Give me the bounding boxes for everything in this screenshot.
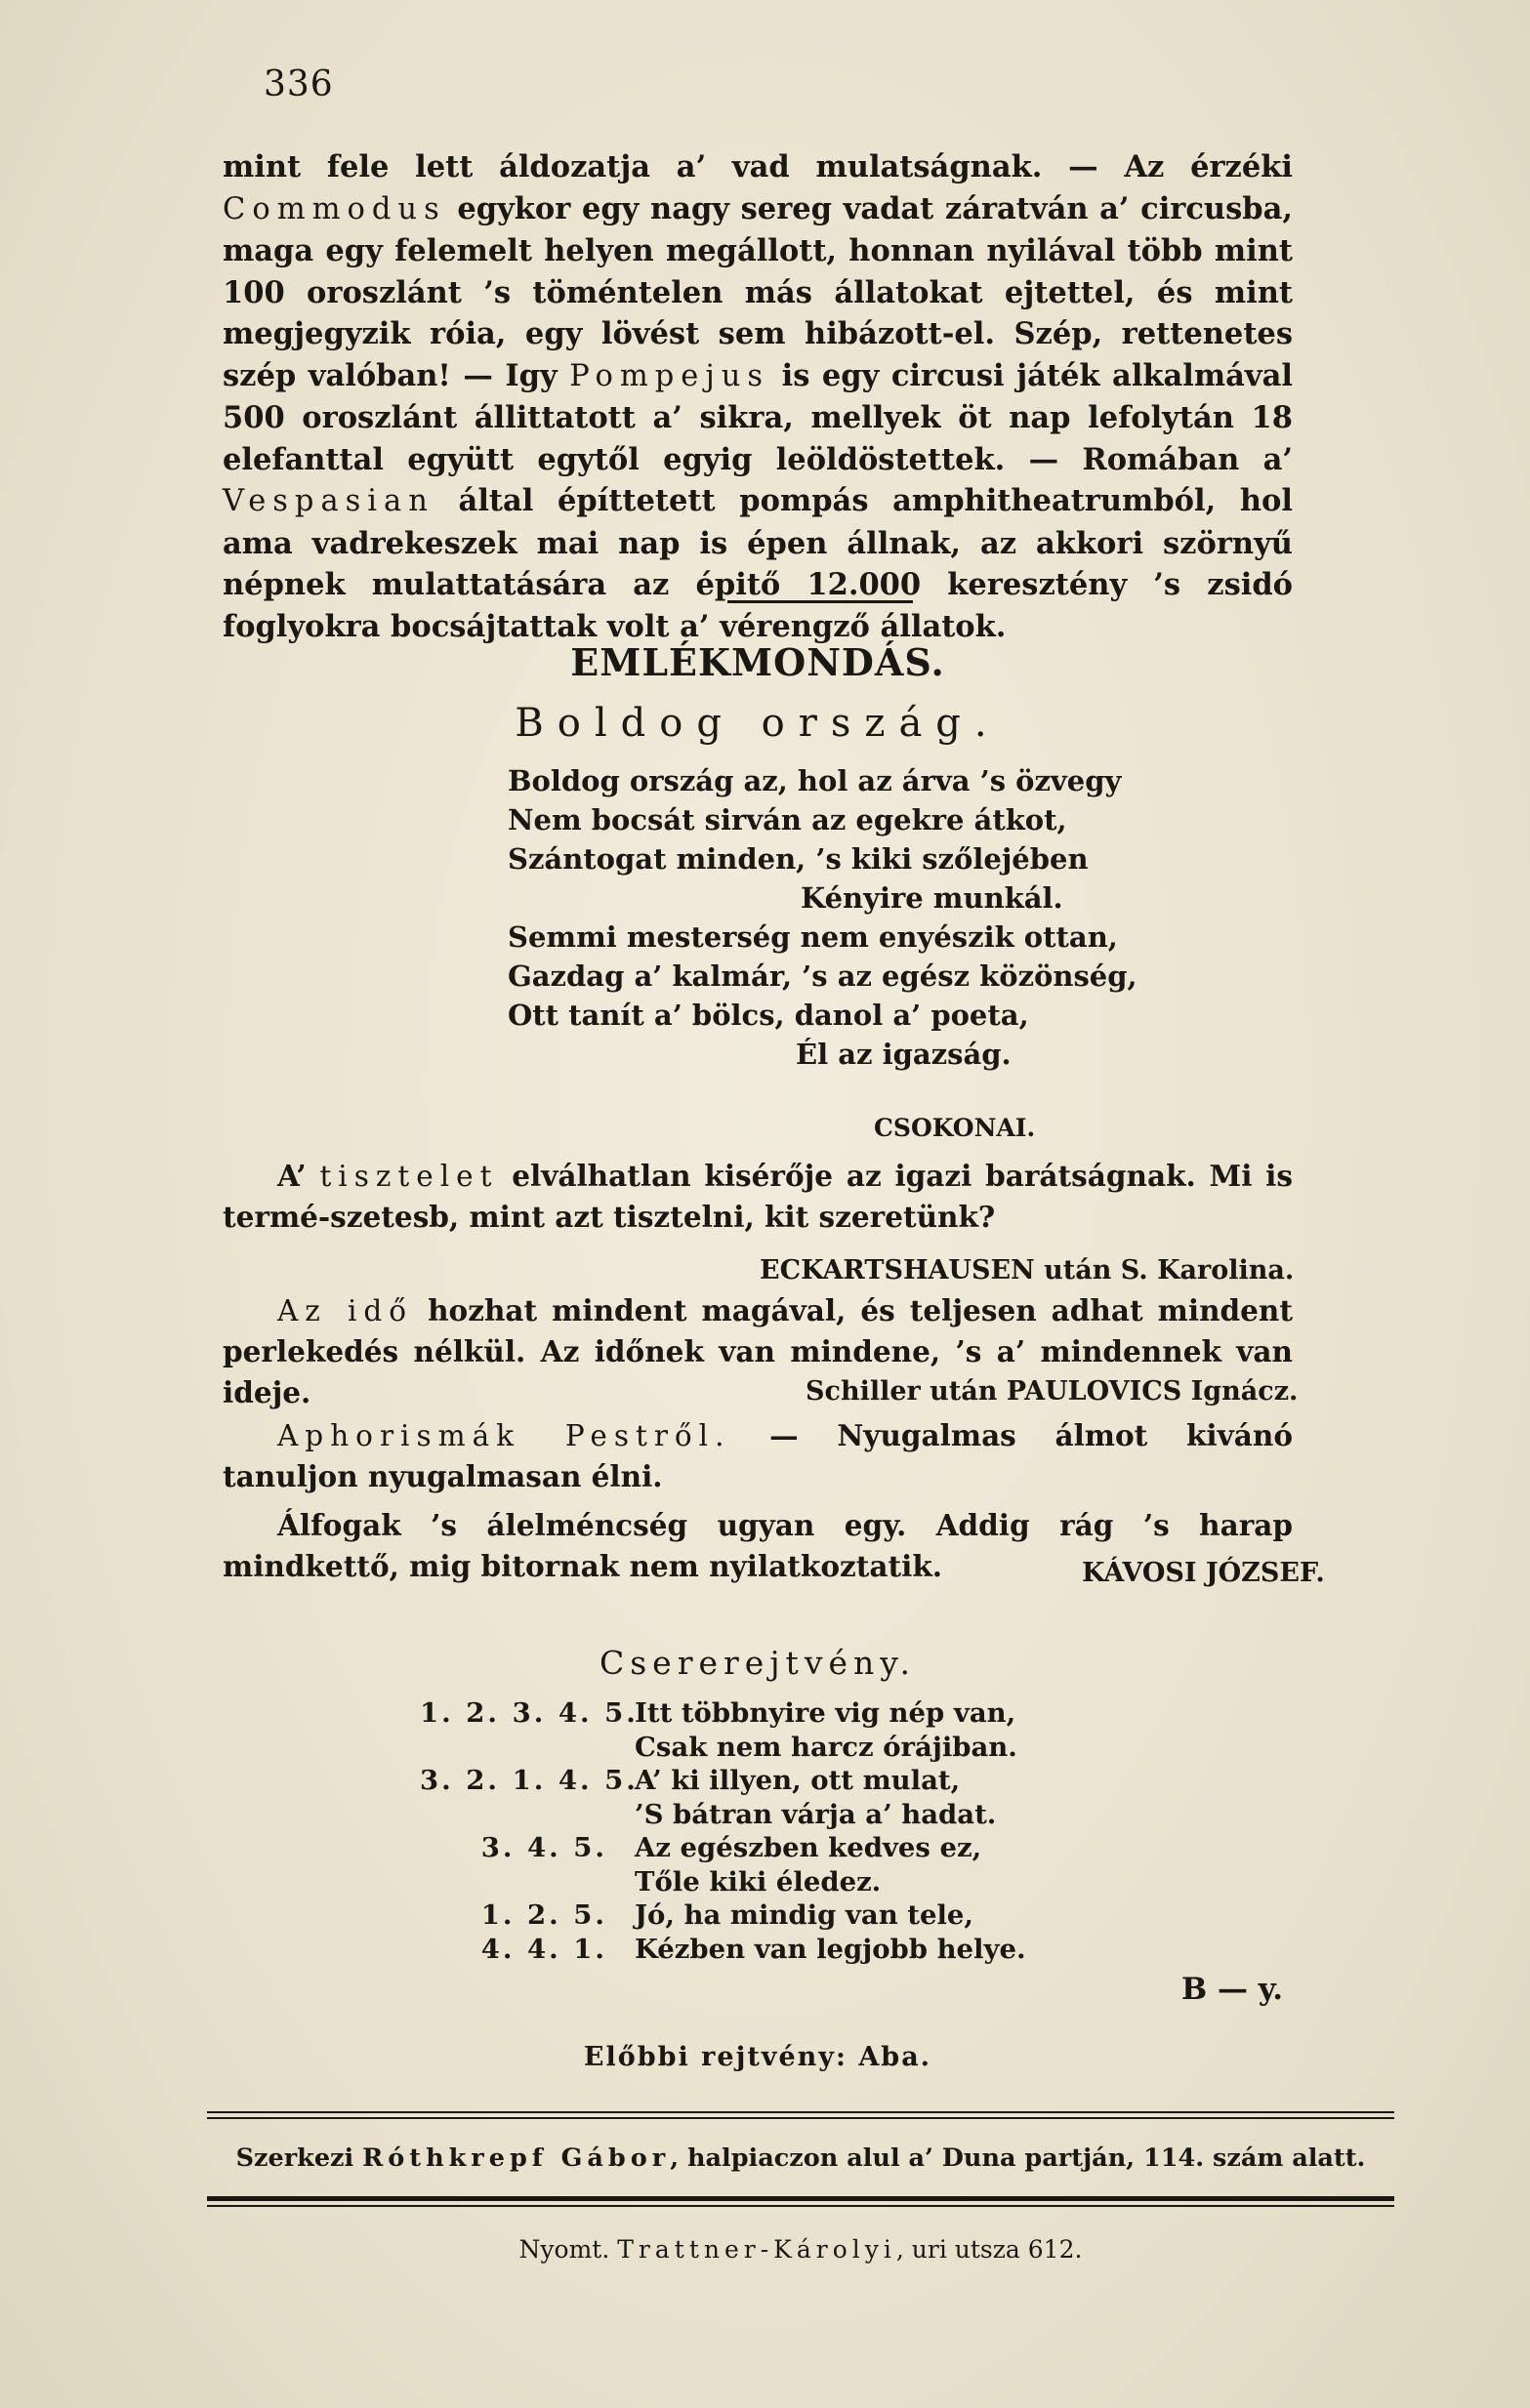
quote-tisztelet-text [223,1156,1293,1238]
intro-text-1: mint fele lett áldozatja a’ vad mulatságnak. — Az érzéki [223,149,1293,184]
quote2-attribution [806,1376,1298,1407]
quote2-attr-post: Ignácz. [1181,1376,1299,1407]
riddle-row [420,1731,1026,1765]
quote1-attribution [760,1255,1294,1286]
quote1-text-2: elválhatlan kisérője az igazi barátságnak. Mi is termé-szetesb, mint azt tisztelni, kit szeretünk? [223,1159,1293,1234]
footer-rule-thin [207,2205,1394,2207]
editor-name: Róthkrepf Gábor [362,2143,671,2173]
riddle-number [420,1731,635,1765]
riddle-line: A’ ki illyen, ott mulat, [635,1765,961,1796]
riddle-number: 3. 2. 1. 4. 5. [420,1765,639,1796]
poem-line-7: Ott tanít a’ bölcs, danol a’ poeta, [508,999,1029,1032]
printer-name: Trattner-Károlyi [617,2235,896,2264]
quote2-attr-name: PAULOVICS [1006,1376,1182,1407]
riddle-line: Jó, ha mindig van tele, [635,1899,973,1931]
intro-paragraph [223,146,1293,647]
poem-line-3: Szántogat minden, ’s kiki szőlejében [508,842,1089,876]
riddle-row [420,1831,1026,1865]
footer-rule-thick [207,2196,1394,2201]
riddle-title: Csererejtvény. [600,1644,916,1682]
aphorism-1 [223,1415,1293,1497]
intro-text-2: egykor egy nagy sereg vadat záratván a’ circusba, maga egy felemelt helyen megállott, honnan nyilával több mint 100 oroszlánt ’s töméntelen más állatokat ejtettel, és mint megjegyzik róia, egy lövést sem hibázott-el. Szép, rettenetes szép valóban! — Igy [223,190,1293,393]
riddle-line: Itt többnyire vig nép van, [635,1697,1016,1729]
poem-line-1: Boldog ország az, hol az árva ’s özvegy [508,764,1122,797]
poem [508,761,1211,1074]
name-vespasian: Vespasian [223,484,434,518]
poem-line-8: Él az igazság. [796,1038,1012,1071]
riddle-author: B — y. [1181,1972,1284,2007]
poem-line-2: Nem bocsát sirván az egekre átkot, [508,803,1067,837]
previous-riddle-answer: Előbbi rejtvény: Aba. [583,2042,932,2072]
riddle-line: Csak nem harcz órájiban. [635,1731,1017,1763]
printer-post: , uri utsza 612. [895,2235,1083,2264]
editor-line [207,2143,1394,2173]
printer-line [207,2235,1394,2264]
poem-line-6: Gazdag a’ kalmár, ’s az egész közönség, [508,959,1137,993]
riddle-number [420,1798,635,1832]
page-number: 336 [264,64,334,104]
name-pompejus: Pompejus [569,358,770,393]
quote1-spaced: tisztelet [319,1160,499,1193]
quote1-text-1: A’ [277,1159,320,1193]
aphorisms-author: KÁVOSI JÓZSEF. [1082,1558,1325,1588]
footer-rule-top-2 [207,2117,1394,2119]
riddle-number: 4. 4. 1. [480,1933,607,1965]
quote-tisztelet [223,1156,1293,1238]
footer-rule-top [207,2111,1394,2113]
riddle-number: 3. 4. 5. [480,1832,607,1863]
aphorism-1-text: — Nyugalmas álmot kivánó tanuljon nyugalmasan élni. [223,1418,1293,1493]
poem-author: CSOKONAI. [874,1114,1036,1142]
quote1-attr-rest: után S. Karolina. [1034,1255,1295,1286]
intro-text-4: által építtetett pompás amphitheatrumból, hol ama vadrekeszek mai nap is épen állnak, az akkori szörnyű népnek mulattatására az épitő 12.000 keresztény ’s zsidó foglyokra bocsájtattak volt a’ vérengző állatok. [223,483,1293,644]
riddle-number: 1. 2. 5. [480,1899,607,1931]
quote2-attr-pre: Schiller után [806,1376,1007,1407]
riddle-line: Kézben van legjobb helye. [635,1933,1026,1965]
riddle-number: 1. 2. 3. 4. 5. [420,1697,639,1729]
intro-text-3: is egy circusi játék alkalmával 500 oroszlánt állittatott a’ sikra, mellyek öt nap lefolytán 18 elefanttal együtt egytől egyig leöldöstettek. — Romában a’ [223,357,1293,477]
riddle-number [420,1865,635,1899]
poem-title: Boldog ország. [515,701,1001,746]
poem-line-5: Semmi mesterség nem enyészik ottan, [508,920,1118,954]
intro-paragraph-block [223,146,1293,647]
aphorism-2: Álfogak ’s álelméncség ugyan egy. Addig rág ’s harap mindkettő, mig bitornak nem nyilatkoztatik. [223,1508,1293,1583]
riddle-line: Az egészben kedves ez, [635,1832,982,1863]
quote1-attr-name: ECKARTSHAUSEN [760,1255,1035,1286]
section-title: EMLÉKMONDÁS. [570,640,945,684]
editor-post: , halpiaczon alul a’ Duna partján, 114. szám alatt. [670,2143,1366,2173]
quote2-spaced: Az idő [277,1294,414,1327]
riddle-line: ’S bátran várja a’ hadat. [635,1798,997,1830]
riddle-row [420,1798,1026,1832]
printer-pre: Nyomt. [518,2235,618,2264]
riddle-table [420,1696,1026,1966]
quote2-text-2: hozhat mindent magával, és teljesen adhat mindent perlekedés nélkül. Az időnek van mindene, ’s a’ mindennek van ideje. [223,1293,1293,1409]
riddle-row [420,1696,1026,1731]
section-divider [727,600,913,603]
riddle-row [420,1933,1026,1967]
riddle-line: Tőle kiki éledez. [635,1865,882,1898]
editor-pre: Szerkezi [235,2143,363,2173]
riddle-row [420,1898,1026,1933]
name-commodus: Commodus [223,191,446,226]
riddle-row [420,1764,1026,1798]
riddle-row [420,1865,1026,1899]
poem-line-4: Kényire munkál. [801,881,1063,915]
aphorisms-spaced: Aphorismák Pestről. [277,1419,731,1452]
